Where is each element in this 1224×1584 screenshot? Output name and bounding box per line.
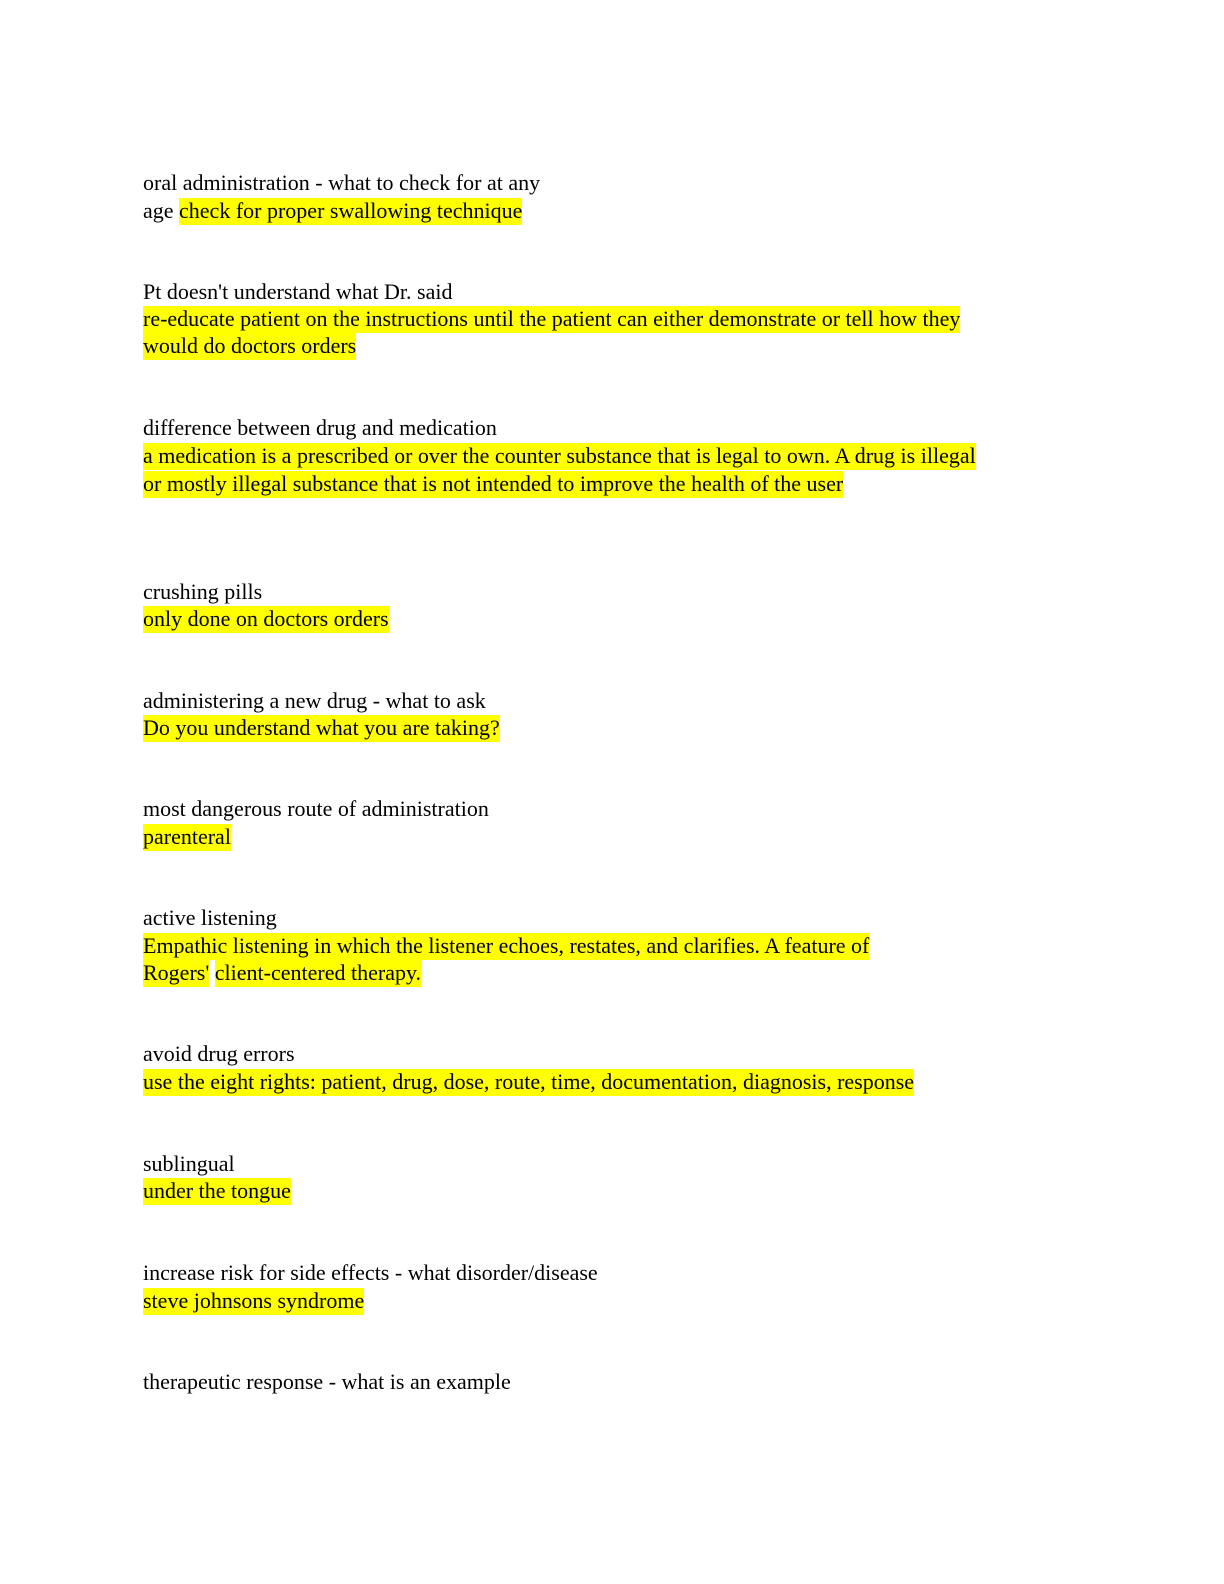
question-text	[143, 1259, 598, 1287]
question-text	[143, 169, 540, 197]
answer-highlight: Do you understand what you are taking?	[143, 715, 500, 740]
answer-highlight: Empathic listening in which the listener echoes, restates, and clarifies. A feature of	[143, 933, 870, 958]
question-text	[143, 795, 489, 823]
answer-highlight: steve johnsons syndrome	[143, 1288, 365, 1313]
answer-highlight: under the tongue	[143, 1178, 291, 1203]
answer-highlight: check for proper swallowing technique	[179, 198, 523, 223]
question-line: increase risk for side effects - what disorder/disease	[143, 1260, 598, 1285]
answer-highlight: parenteral	[143, 824, 231, 849]
question-line: sublingual	[143, 1151, 235, 1176]
question-line: therapeutic response - what is an example	[143, 1369, 511, 1394]
question-line: Pt doesn't understand what Dr. said	[143, 279, 453, 304]
answer-highlight: or mostly illegal substance that is not intended to improve the health of the user	[143, 471, 844, 496]
question-text	[143, 1150, 235, 1178]
answer-text	[143, 332, 356, 360]
answer-text	[143, 442, 976, 470]
question-line: administering a new drug - what to ask	[143, 688, 486, 713]
answer-text	[143, 605, 389, 633]
answer-highlight: use the eight rights: patient, drug, dose, route, time, documentation, diagnosis, response	[143, 1069, 915, 1094]
question-text	[143, 278, 452, 306]
answer-highlight: client-centered therapy.	[214, 960, 422, 985]
question-text	[143, 414, 497, 442]
question-line: most dangerous route of administration	[143, 796, 489, 821]
question-answer-line	[143, 197, 522, 225]
answer-highlight: Rogers'	[143, 960, 210, 985]
question-text	[143, 687, 486, 715]
answer-text	[143, 1287, 364, 1315]
answer-highlight: a medication is a prescribed or over the counter substance that is legal to own. A drug is illegal	[143, 443, 976, 468]
question-line: oral administration - what to check for at any	[143, 170, 541, 195]
answer-text	[143, 932, 869, 960]
answer-text	[143, 1068, 914, 1096]
answer-highlight: re-educate patient on the instructions until the patient can either demonstrate or tell how they	[143, 306, 961, 331]
question-line: crushing pills	[143, 579, 263, 604]
question-line: difference between drug and medication	[143, 415, 497, 440]
question-line: age	[143, 198, 174, 223]
question-line: active listening	[143, 905, 277, 930]
question-line: avoid drug errors	[143, 1041, 295, 1066]
answer-text	[143, 959, 421, 987]
question-text	[143, 1368, 511, 1396]
answer-highlight: only done on doctors orders	[143, 606, 389, 631]
answer-text	[143, 714, 500, 742]
answer-text	[143, 1177, 291, 1205]
question-text	[143, 904, 277, 932]
answer-highlight: would do doctors orders	[143, 333, 357, 358]
question-text	[143, 1040, 295, 1068]
answer-text	[143, 823, 231, 851]
answer-text	[143, 470, 843, 498]
question-text	[143, 578, 262, 606]
answer-text	[143, 305, 960, 333]
